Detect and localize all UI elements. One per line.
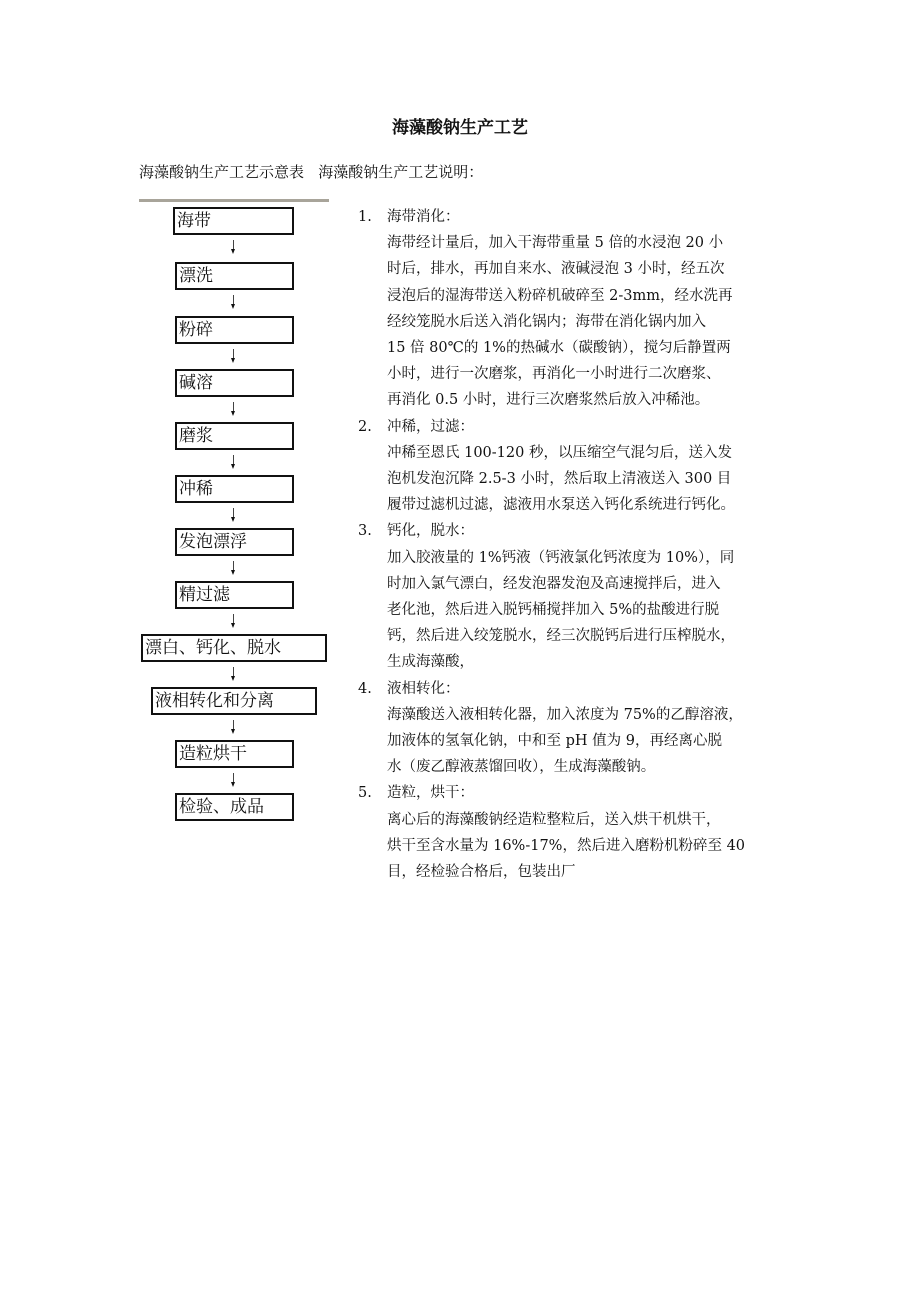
arrow-down-icon	[231, 614, 236, 628]
step-number: 3.	[358, 523, 372, 540]
arrow-down-icon	[231, 508, 236, 522]
step-number: 4.	[358, 680, 372, 697]
step-heading: 造粒，烘干：	[387, 785, 474, 802]
flow-step-box: 精过滤	[175, 581, 294, 609]
step-body-line: 钙，然后进入绞笼脱水，经三次脱钙后进行压榨脱水，	[387, 628, 735, 645]
step-heading: 海带消化：	[387, 209, 460, 225]
flow-step-box: 造粒烘干	[175, 740, 294, 768]
step-body-line: 小时，进行一次磨浆，再消化一小时进行二次磨浆、	[387, 366, 721, 383]
step-body-line: 浸泡后的湿海带送入粉碎机破碎至 2-3mm，经水洗再	[387, 287, 733, 304]
flow-step-box: 发泡漂浮	[175, 528, 294, 556]
step-body	[387, 230, 757, 413]
step-heading-row	[358, 780, 758, 806]
step-body-line: 加入胶液量的 1%钙液（钙液氯化钙浓度为 10%），同	[387, 549, 735, 566]
flow-step-box: 粉碎	[175, 316, 294, 344]
step-body-line: 生成海藻酸，	[387, 654, 474, 671]
step-body-line: 经绞笼脱水后送入消化锅内；海带在消化锅内加入	[387, 313, 706, 330]
step-body-line: 泡机发泡沉降 2.5-3 小时，然后取上清液送入 300 目	[387, 471, 732, 488]
step-body-line: 再消化 0.5 小时，进行三次磨浆然后放入冲稀池。	[387, 392, 710, 409]
flow-step-box: 碱溶	[175, 369, 294, 397]
flow-step-box: 磨浆	[175, 422, 294, 450]
step-body	[387, 545, 757, 676]
step-body-line: 时加入氯气漂白，经发泡器发泡及高速搅拌后，进入	[387, 575, 721, 592]
document-subtitle: 海藻酸钠生产工艺示意表 海藻酸钠生产工艺说明：	[139, 163, 484, 181]
flow-step-box: 漂白、钙化、脱水	[141, 634, 327, 662]
step-body-line: 加液体的氢氧化钠，中和至 pH 值为 9，再经离心脱	[387, 733, 722, 750]
step-heading-row	[358, 676, 758, 702]
step-body-line: 目，经检验合格后，包装出厂	[387, 864, 576, 881]
arrow-down-icon	[231, 240, 236, 254]
arrow-down-icon	[231, 561, 236, 575]
process-description-list	[358, 204, 758, 885]
flow-step-box: 海带	[173, 207, 294, 235]
step-heading: 液相转化：	[387, 680, 460, 697]
flow-step-box: 检验、成品	[175, 793, 294, 821]
process-step	[358, 204, 758, 414]
step-body-line: 烘干至含水量为 16%-17%，然后进入磨粉机粉碎至 40	[387, 837, 746, 854]
step-body	[387, 807, 757, 886]
step-body-line: 离心后的海藻酸钠经造粒整粒后，送入烘干机烘干，	[387, 811, 721, 828]
step-number: 2.	[358, 418, 372, 435]
flow-step-box: 漂洗	[175, 262, 294, 290]
step-heading-row	[358, 204, 758, 230]
step-body-line: 海带经计量后，加入干海带重量 5 倍的水浸泡 20 小	[387, 235, 724, 252]
arrow-down-icon	[231, 773, 236, 787]
arrow-down-icon	[231, 295, 236, 309]
step-heading: 钙化，脱水：	[387, 523, 474, 540]
step-body-line: 海藻酸送入液相转化器，加入浓度为 75%的乙醇溶液，	[387, 706, 743, 723]
step-heading: 冲稀，过滤：	[387, 418, 474, 435]
process-step	[358, 518, 758, 675]
process-step	[358, 414, 758, 519]
flow-step-box: 冲稀	[175, 475, 294, 503]
arrow-down-icon	[231, 720, 236, 734]
document-title: 海藻酸钠生产工艺	[392, 118, 528, 138]
step-heading-row	[358, 414, 758, 440]
arrow-down-icon	[231, 667, 236, 681]
arrow-down-icon	[231, 349, 236, 363]
step-body	[387, 702, 757, 781]
step-heading-row	[358, 518, 758, 544]
arrow-down-icon	[231, 402, 236, 416]
process-step	[358, 780, 758, 885]
step-body-line: 15 倍 80℃的 1%的热碱水（碳酸钠），搅匀后静置两	[387, 340, 731, 357]
step-number: 5.	[358, 785, 372, 802]
step-body-line: 履带过滤机过滤，滤液用水泵送入钙化系统进行钙化。	[387, 497, 735, 514]
step-body-line: 老化池，然后进入脱钙桶搅拌加入 5%的盐酸进行脱	[387, 602, 720, 619]
flow-step-box: 液相转化和分离	[151, 687, 317, 715]
arrow-down-icon	[231, 455, 236, 469]
step-number: 1.	[358, 209, 372, 225]
step-body-line: 水（废乙醇液蒸馏回收），生成海藻酸钠。	[387, 759, 656, 776]
step-body-line: 冲稀至恩氏 100-120 秒，以压缩空气混匀后，送入发	[387, 444, 732, 461]
step-body	[387, 440, 757, 519]
step-body-line: 时后，排水，再加自来水、液碱浸泡 3 小时，经五次	[387, 261, 725, 278]
process-step	[358, 676, 758, 781]
divider-line	[139, 199, 329, 202]
